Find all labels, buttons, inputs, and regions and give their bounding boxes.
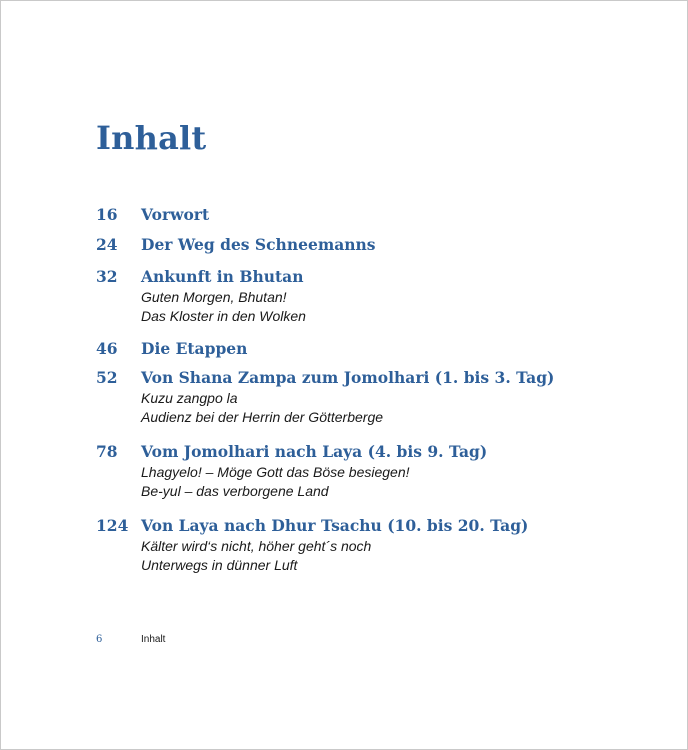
toc-subheading: Lhagyelo! – Möge Gott das Böse besiegen! bbox=[141, 464, 410, 480]
toc-subheading: Be-yul – das verborgene Land bbox=[141, 483, 329, 499]
toc-page-number: 78 bbox=[96, 442, 118, 461]
footer-section-label: Inhalt bbox=[141, 634, 166, 645]
toc-page-number: 24 bbox=[96, 235, 118, 254]
toc-heading: Die Etappen bbox=[141, 339, 248, 358]
toc-subheading: Das Kloster in den Wolken bbox=[141, 308, 306, 324]
toc-page-number: 46 bbox=[96, 339, 118, 358]
toc-page-number: 52 bbox=[96, 368, 118, 387]
toc-heading: Von Laya nach Dhur Tsachu (10. bis 20. Tag) bbox=[141, 516, 529, 535]
toc-subheading: Unterwegs in dünner Luft bbox=[141, 557, 298, 573]
toc-heading: Von Shana Zampa zum Jomolhari (1. bis 3. Tag) bbox=[141, 368, 555, 387]
page-title: Inhalt bbox=[96, 119, 207, 157]
toc-heading: Der Weg des Schneemanns bbox=[141, 235, 376, 254]
toc-heading: Vorwort bbox=[141, 205, 210, 224]
toc-page-number: 16 bbox=[96, 205, 118, 224]
toc-page-number: 124 bbox=[96, 516, 129, 535]
footer-page-number: 6 bbox=[96, 634, 103, 645]
toc-subheading: Audienz bei der Herrin der Götterberge bbox=[141, 409, 384, 425]
toc-heading: Vom Jomolhari nach Laya (4. bis 9. Tag) bbox=[141, 442, 488, 461]
toc-subheading: Guten Morgen, Bhutan! bbox=[141, 289, 287, 305]
toc-heading: Ankunft in Bhutan bbox=[141, 267, 304, 286]
toc-subheading: Kälter wird‘s nicht, höher geht´s noch bbox=[141, 538, 372, 554]
toc-subheading: Kuzu zangpo la bbox=[141, 390, 238, 406]
toc-page-number: 32 bbox=[96, 267, 118, 286]
